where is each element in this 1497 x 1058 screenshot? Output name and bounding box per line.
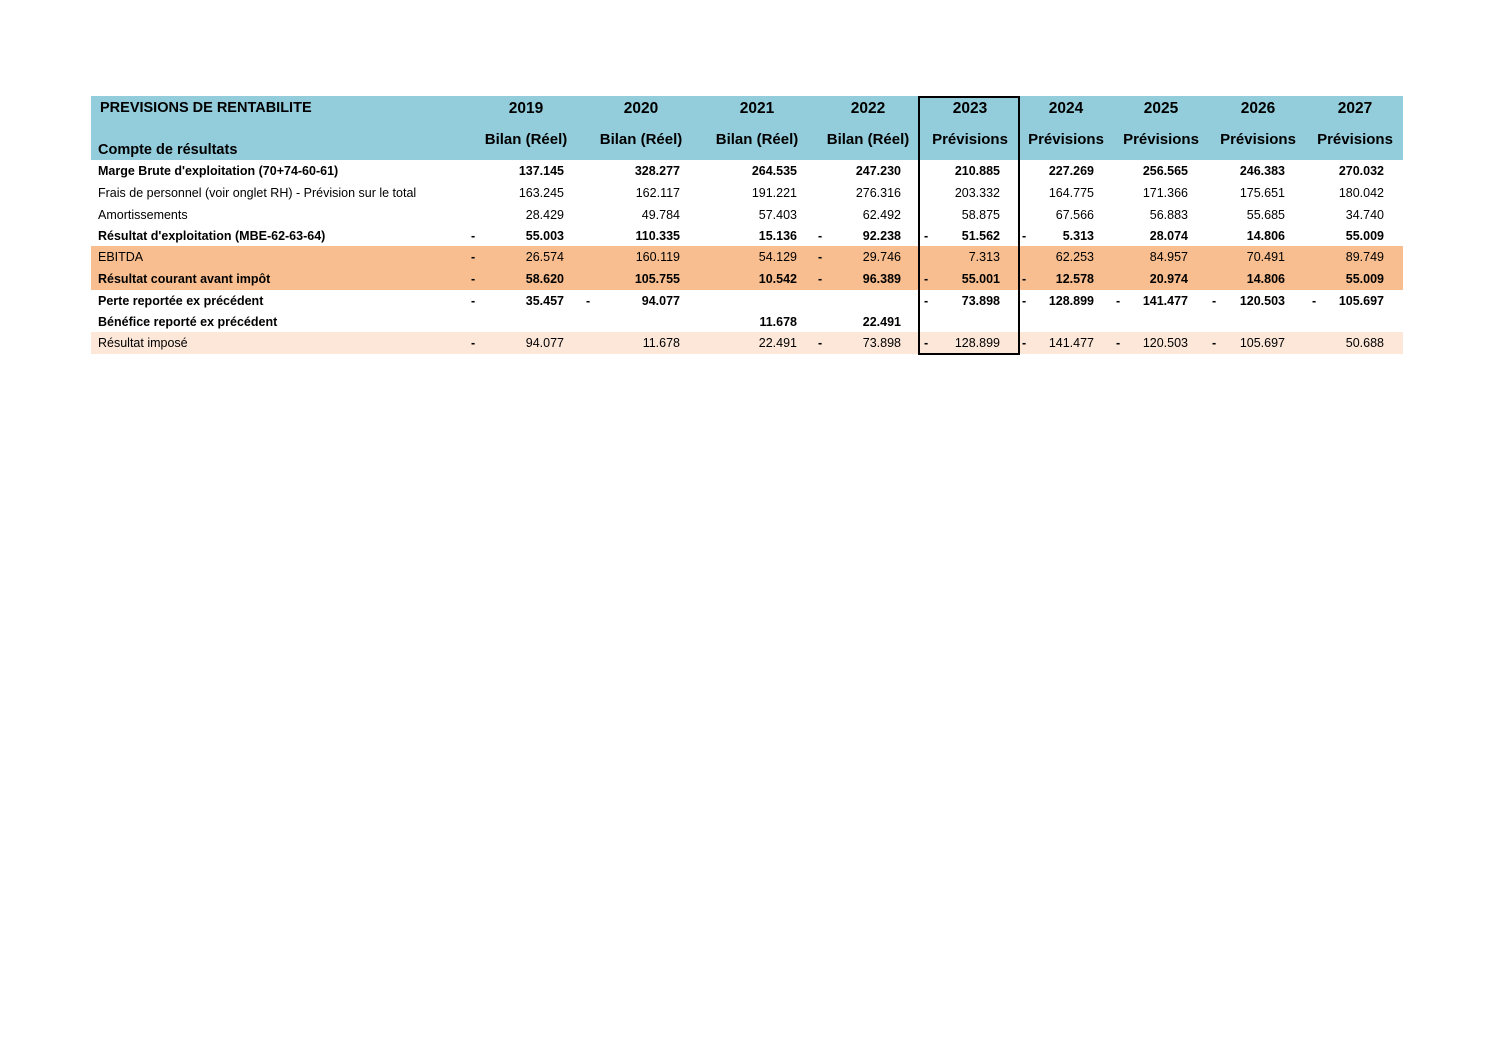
table-cell: 141.477 [1142, 294, 1188, 308]
table-cell: 34.740 [1345, 208, 1384, 222]
year-header: 2020 [623, 100, 659, 117]
table-cell: 227.269 [1048, 164, 1094, 178]
table-cell: 203.332 [954, 186, 1000, 200]
negative-sign: - [1212, 294, 1217, 308]
row-label: Perte reportée ex précédent [98, 294, 264, 308]
negative-sign: - [818, 250, 823, 264]
table-cell: 270.032 [1338, 164, 1384, 178]
table-cell: 11.678 [642, 336, 680, 350]
negative-sign: - [1116, 294, 1121, 308]
negative-sign: - [818, 229, 823, 243]
table-cell: 28.429 [525, 208, 564, 222]
table-cell: 73.898 [862, 336, 901, 350]
negative-sign: - [1022, 272, 1027, 286]
table-cell: 29.746 [862, 250, 901, 264]
row-label: Bénéfice reporté ex précédent [98, 315, 278, 329]
table-cell: 62.253 [1055, 250, 1094, 264]
column-type-header: Prévisions [1028, 131, 1104, 148]
table-cell: 20.974 [1149, 272, 1188, 286]
negative-sign: - [1312, 294, 1317, 308]
table-cell: 94.077 [641, 294, 680, 308]
column-type-header: Prévisions [1317, 131, 1393, 148]
table-cell: 89.749 [1345, 250, 1384, 264]
column-type-header: Bilan (Réel) [826, 131, 910, 148]
negative-sign: - [1212, 336, 1217, 350]
negative-sign: - [1022, 294, 1027, 308]
table-cell: 70.491 [1246, 250, 1285, 264]
negative-sign: - [1116, 336, 1121, 350]
negative-sign: - [586, 294, 591, 308]
table-cell: 163.245 [518, 186, 564, 200]
table-cell: 105.697 [1239, 336, 1285, 350]
table-cell: 51.562 [961, 229, 1000, 243]
table-cell: 141.477 [1048, 336, 1094, 350]
table-cell: 12.578 [1055, 272, 1094, 286]
table-cell: 175.651 [1239, 186, 1285, 200]
column-type-header: Bilan (Réel) [484, 131, 568, 148]
negative-sign: - [471, 229, 476, 243]
table-cell: 120.503 [1239, 294, 1285, 308]
table-title: PREVISIONS DE RENTABILITE [100, 100, 312, 116]
column-type-header: Prévisions [932, 131, 1008, 148]
row-label: Résultat imposé [98, 336, 188, 350]
table-cell: 328.277 [634, 164, 680, 178]
table-subtitle: Compte de résultats [98, 142, 238, 158]
table-cell: 55.001 [961, 272, 1000, 286]
negative-sign: - [471, 336, 476, 350]
year-header: 2026 [1240, 100, 1276, 117]
table-cell: 35.457 [525, 294, 564, 308]
column-type-header: Bilan (Réel) [715, 131, 799, 148]
negative-sign: - [924, 294, 929, 308]
table-cell: 55.003 [525, 229, 564, 243]
table-cell: 22.491 [758, 336, 797, 350]
negative-sign: - [471, 294, 476, 308]
year-header: 2022 [850, 100, 886, 117]
row-label: EBITDA [98, 250, 144, 264]
table-cell: 55.685 [1246, 208, 1285, 222]
table-cell: 128.899 [954, 336, 1000, 350]
table-cell: 276.316 [855, 186, 901, 200]
table-cell: 62.492 [862, 208, 901, 222]
column-type-header: Bilan (Réel) [599, 131, 683, 148]
table-cell: 264.535 [751, 164, 797, 178]
year-header: 2027 [1337, 100, 1373, 117]
current-year-highlight-frame [918, 96, 1020, 355]
year-header: 2021 [739, 100, 775, 117]
row-label: Marge Brute d'exploitation (70+74-60-61) [98, 164, 339, 178]
row-label: Frais de personnel (voir onglet RH) - Prévision sur le total [98, 186, 417, 200]
profitability-table [91, 96, 1403, 354]
negative-sign: - [471, 272, 476, 286]
table-cell: 54.129 [758, 250, 797, 264]
table-cell: 180.042 [1338, 186, 1384, 200]
table-cell: 7.313 [968, 250, 1000, 264]
table-cell: 246.383 [1239, 164, 1285, 178]
table-cell: 128.899 [1048, 294, 1094, 308]
table-cell: 94.077 [525, 336, 564, 350]
table-cell: 49.784 [641, 208, 680, 222]
negative-sign: - [924, 229, 929, 243]
table-cell: 58.620 [525, 272, 564, 286]
table-cell: 5.313 [1062, 229, 1094, 243]
negative-sign: - [1022, 229, 1027, 243]
table-cell: 210.885 [954, 164, 1000, 178]
column-type-header: Prévisions [1123, 131, 1199, 148]
table-cell: 92.238 [862, 229, 901, 243]
table-cell: 10.542 [758, 272, 797, 286]
negative-sign: - [818, 336, 823, 350]
table-cell: 162.117 [635, 186, 680, 200]
negative-sign: - [818, 272, 823, 286]
table-cell: 28.074 [1149, 229, 1188, 243]
table-cell: 73.898 [961, 294, 1000, 308]
table-cell: 50.688 [1345, 336, 1384, 350]
table-cell: 14.806 [1246, 229, 1285, 243]
table-cell: 105.697 [1338, 294, 1384, 308]
table-cell: 247.230 [855, 164, 901, 178]
table-cell: 110.335 [635, 229, 680, 243]
negative-sign: - [471, 250, 476, 264]
year-header: 2025 [1143, 100, 1179, 117]
row-label: Résultat courant avant impôt [98, 272, 271, 286]
column-type-header: Prévisions [1220, 131, 1296, 148]
table-cell: 15.136 [758, 229, 797, 243]
table-cell: 55.009 [1345, 272, 1384, 286]
table-cell: 11.678 [759, 315, 797, 329]
row-label: Résultat d'exploitation (MBE-62-63-64) [98, 229, 326, 243]
negative-sign: - [1022, 336, 1027, 350]
table-cell: 67.566 [1055, 208, 1094, 222]
table-cell: 120.503 [1142, 336, 1188, 350]
table-cell: 14.806 [1246, 272, 1285, 286]
table-cell: 84.957 [1149, 250, 1188, 264]
row-label: Amortissements [98, 208, 188, 222]
year-header: 2019 [508, 100, 544, 117]
table-cell: 191.221 [751, 186, 797, 200]
year-header: 2024 [1048, 100, 1084, 117]
table-cell: 105.755 [634, 272, 680, 286]
table-cell: 58.875 [961, 208, 1000, 222]
table-cell: 160.119 [635, 250, 680, 264]
year-header: 2023 [952, 100, 988, 117]
negative-sign: - [924, 272, 929, 286]
negative-sign: - [924, 336, 929, 350]
table-cell: 22.491 [862, 315, 901, 329]
table-cell: 256.565 [1142, 164, 1188, 178]
table-cell: 56.883 [1149, 208, 1188, 222]
table-cell: 137.145 [518, 164, 564, 178]
table-cell: 164.775 [1048, 186, 1094, 200]
table-cell: 26.574 [525, 250, 564, 264]
table-cell: 57.403 [758, 208, 797, 222]
table-cell: 55.009 [1345, 229, 1384, 243]
table-cell: 96.389 [862, 272, 901, 286]
table-cell: 171.366 [1142, 186, 1188, 200]
